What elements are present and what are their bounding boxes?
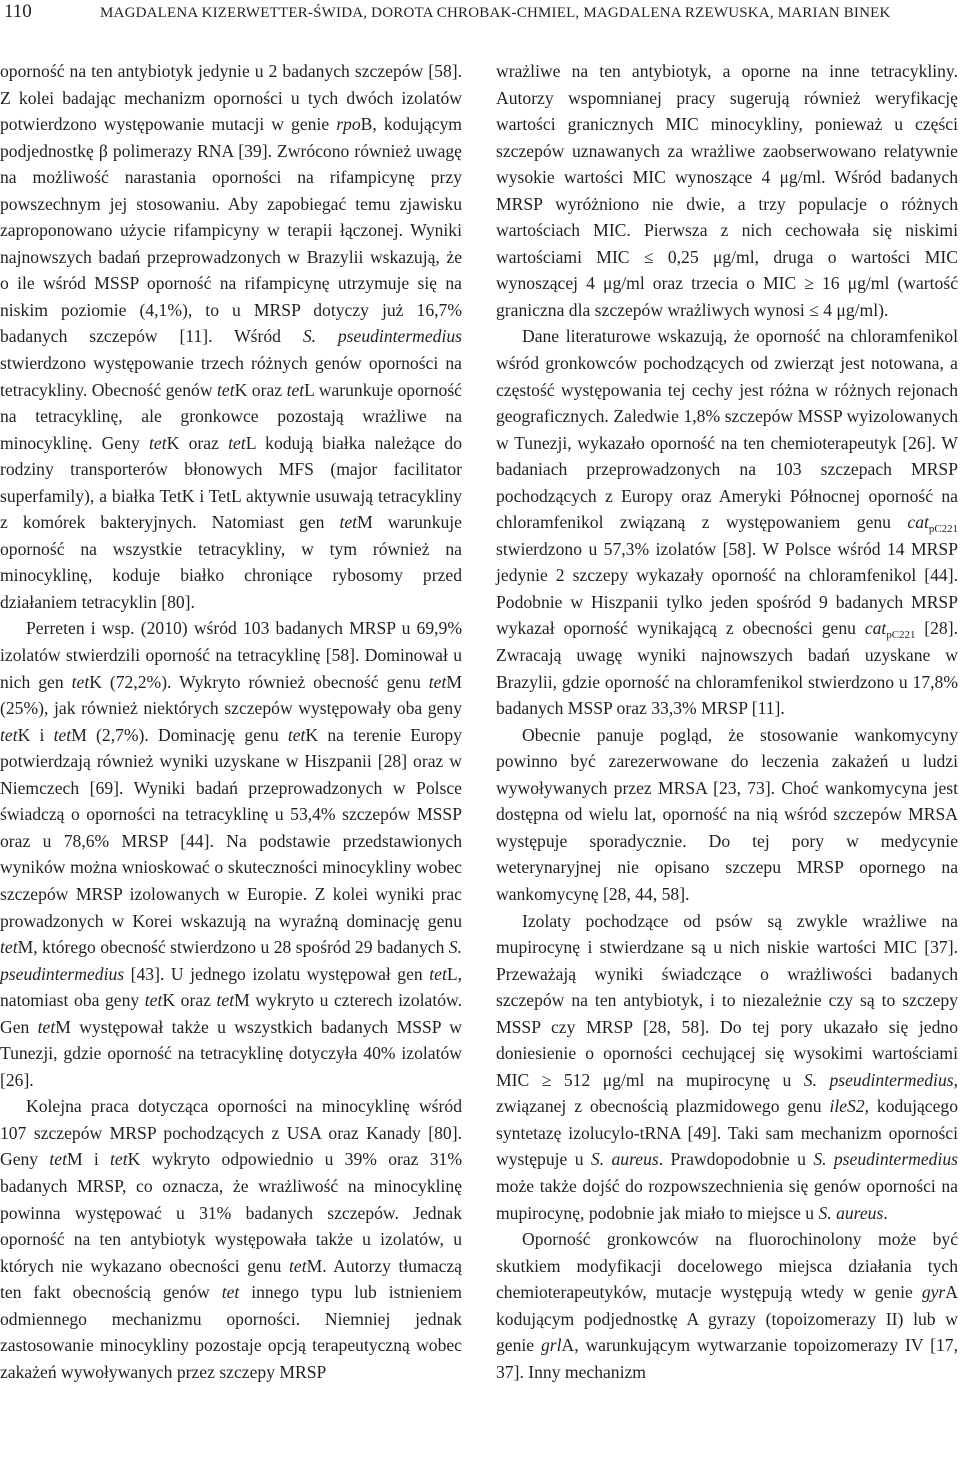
paragraph xyxy=(0,615,462,1093)
paragraph xyxy=(0,58,462,615)
text-run: wrażliwe na ten antybiotyk, a oporne na inne tetracykliny. Autorzy wspomnianej pracy sugerują również weryfikację wartości granicznych MIC minocykliny, ponieważ u części szczepów uznawanych za wrażliwe zaobserwowano relatywnie wysokie wartości MIC wynoszące 4 μg/ml. Wśród badanych MRSP wyróżniono nie dwie, a trzy populacje o różnych wartościach MIC. Pierwsza z nich cechowała się niskimi wartościami MIC ≤ 0,25 μg/ml, druga o wartości MIC wynoszącej 4 μg/ml oraz trzecia o MIC ≥ 16 μg/ml (wartość graniczna dla szczepów wrażliwych wynosi ≤ 4 μg/ml). xyxy=(496,61,958,320)
text-run: M i xyxy=(66,1149,111,1170)
italic-text: tet xyxy=(0,937,18,958)
italic-text: tet xyxy=(287,724,306,745)
italic-text: tet xyxy=(37,1016,56,1037)
italic-text: S. pseudintermedius xyxy=(302,326,463,347)
text-run: Oporność gronkowców na fluorochinolony może być skutkiem modyfikacji docelowego miejsca działania tych chemioterapeutyków, mutacje występują wtedy w genie xyxy=(496,1229,958,1303)
text-run: M występował także u wszystkich badanych MSSP w Tunezji, gdzie oporność na tetracyklinę dotyczyła 40% izolatów [26]. xyxy=(0,1016,462,1090)
paragraph xyxy=(0,1093,462,1385)
italic-text: tet xyxy=(221,1282,240,1303)
italic-text: S. aureus xyxy=(818,1202,884,1223)
text-run: [43]. U jednego izolatu występował gen xyxy=(124,963,430,984)
paragraph xyxy=(496,323,958,721)
italic-text: tet xyxy=(228,432,246,453)
italic-text: tet xyxy=(428,671,447,692)
text-run: , kodującego syntetazę izolucylo-tRNA [49]. Taki sam mechanizm oporności występuje u xyxy=(496,1096,958,1170)
italic-text: tet xyxy=(53,724,72,745)
text-run: innego typu lub istnieniem odmiennego mechanizmu oporności. Niemniej jednak zastosowanie minocykliny pozostaje opcją terapeutyczną wobec zakażeń wywoływanych przez szczepy MRSP xyxy=(0,1282,462,1382)
italic-text: tet xyxy=(217,379,235,400)
text-run: A, warunkującym wytwarzanie topoizomerazy IV [17, 37]. Inny mechanizm xyxy=(496,1335,958,1382)
italic-text: tet xyxy=(429,963,447,984)
text-run: M (2,7%). Dominację genu xyxy=(71,724,288,745)
text-run: . Prawdopodobnie u xyxy=(658,1149,814,1170)
text-run: stwierdzono występowanie trzech różnych genów oporności na tetracykliny. Obecność genów xyxy=(0,353,462,400)
text-run: może także dojść do rozpowszechnienia się genów oporności na mupirocynę, podobnie jak miało to miejsce u xyxy=(496,1175,958,1223)
text-run: K wykryto odpowiednio u 39% oraz 31% badanych MRSP, co oznacza, że wrażliwość na minocyklinę powinna występować u 31% badanych szczepów. Jednak oporność na ten antybiotyk występowała także u izolatów, u których nie wykazano obecności genu xyxy=(0,1149,462,1276)
text-column-left xyxy=(0,58,462,1385)
italic-text: S. pseudintermedius xyxy=(0,937,462,984)
paragraph xyxy=(496,908,958,1227)
italic-text: tet xyxy=(149,432,167,453)
italic-text: grl xyxy=(540,1335,562,1356)
italic-text: S. aureus xyxy=(590,1149,659,1170)
italic-text: tet xyxy=(216,990,235,1011)
paragraph xyxy=(496,58,958,323)
italic-text: tet xyxy=(286,379,305,400)
text-run: K oraz xyxy=(162,990,217,1011)
text-run: M wykryto u czterech izolatów. Gen xyxy=(0,990,462,1037)
text-run: Izolaty pochodzące od psów są zwykle wrażliwe na mupirocynę i stwierdzane są u nich niskie wartości MIC [37]. Przeważają wyniki świadczące o wrażliwości badanych szczepów na ten antybiotyk, i to niezależnie czy są to szczepy MSSP czy MRSP [28, 58]. Do tej pory ukazało się jedno doniesienie o oporności cechującej się wysokimi wartościami MIC ≥ 512 μg/ml na mupirocynę u xyxy=(496,910,958,1090)
text-run: B, kodującym podjednostkę β polimerazy RNA [39]. Zwrócono również uwagę na możliwość narastania oporności na rifampicynę przy powszechnym jej stosowaniu. Aby zapobiegać temu zjawisku zaproponowano użycie rifampicyny w terapii łączonej. Wyniki najnowszych badań przeprowadzonych w Brazylii wskazują, że o ile wśród MSSP oporność na rifampicynę utrzymuje się na niskim poziomie (4,1%), to u MRSP dotyczy już 16,7% badanych szczepów [11]. Wśród xyxy=(0,114,462,347)
italic-text: tet xyxy=(339,512,358,533)
page-header xyxy=(4,0,956,24)
text-run: Kolejna praca dotycząca oporności na minocyklinę wśród 107 szczepów MRSP pochodzących z USA oraz Kanady [80]. Geny xyxy=(0,1096,462,1170)
text-run: A kodującym podjednostkę A gyrazy (topoizomerazy II) lub w genie xyxy=(496,1282,958,1356)
text-run: L, natomiast oba geny xyxy=(0,963,462,1011)
paragraph xyxy=(496,722,958,908)
text-run: stwierdzono u 57,3% izolatów [58]. W Polsce wśród 14 MRSP jedynie 2 szczepy wykazały oporność na chloramfenikol [44]. Podobnie w Hiszpanii tylko jeden spośród 9 badanych MRSP wykazał oporność wynikającą z obecności genu xyxy=(496,538,958,639)
italic-text: ileS2 xyxy=(829,1096,865,1117)
text-run: , związanej z obecnością plazmidowego genu xyxy=(496,1069,958,1117)
text-run: L warunkuje oporność na tetracyklinę, ale gronkowce pozostają wrażliwe na minocyklinę. Geny xyxy=(0,379,462,453)
running-head-authors: MAGDALENA KIZERWETTER-ŚWIDA, DOROTA CHROBAK-CHMIEL, MAGDALENA RZEWUSKA, MARIAN BINEK xyxy=(100,5,891,21)
italic-text: S. pseudintermedius xyxy=(803,1069,954,1090)
paragraph xyxy=(496,1226,958,1385)
text-run: Perreten i wsp. (2010) wśród 103 badanych MRSP u 69,9% izolatów stwierdzili oporność na tetracyklinę [58]. Dominował u nich gen xyxy=(0,618,462,692)
italic-text: gyr xyxy=(921,1282,946,1303)
text-run: Dane literaturowe wskazują, że oporność na chloramfenikol wśród gronkowców pochodzących od zwierząt jest notowana, a częstość występowania tej cechy jest różna w różnych rejonach geograficznych. Zaledwie 1,8% szczepów MSSP wyizolowanych w Tunezji, wykazało oporność na ten chemioterapeutyk [26]. W badaniach przeprowadzonych na 103 szczepach MRSP pochodzących z Europy oraz Ameryki Północnej oporność na chloramfenikol związaną z występowaniem genu xyxy=(496,326,958,533)
text-run: K i xyxy=(17,724,54,745)
text-run: M. Autorzy tłumaczą ten fakt obecnością genów xyxy=(0,1255,462,1303)
text-run: K oraz xyxy=(234,379,287,400)
text-run: M, którego obecność stwierdzono u 28 spośród 29 badanych xyxy=(17,937,449,958)
text-column-right xyxy=(496,58,958,1385)
text-run: M warunkuje oporność na wszystkie tetracykliny, w tym również na minocyklinę, koduje białko chroniące rybosomy przed działaniem tetracyklin [80]. xyxy=(0,512,462,612)
text-run: K (72,2%). Wykryto również obecność genu xyxy=(89,671,429,692)
text-run: oporność na ten antybiotyk jedynie u 2 badanych szczepów [58]. Z kolei badając mechanizm oporności u tych dwóch izolatów potwierdzono występowanie mutacji w genie xyxy=(0,61,462,135)
italic-text: cat xyxy=(864,618,887,639)
text-run: L kodują białka należące do rodziny transporterów błonowych MFS (major facilitator superfamily), a białka TetK i TetL aktywnie usuwają tetracykliny z komórek bakteryjnych. Natomiast gen xyxy=(0,432,462,533)
italic-text: tet xyxy=(0,724,18,745)
text-run: K oraz xyxy=(166,432,229,453)
text-run: . xyxy=(883,1202,888,1223)
italic-text: tet xyxy=(49,1149,67,1170)
italic-text: tet xyxy=(289,1255,307,1276)
text-run: K na terenie Europy potwierdzają również wyniki uzyskane w Hiszpanii [28] oraz w Niemczech [69]. Wyniki badań przeprowadzonych w Polsce świadczą o oporności na tetracyklinę u 53,4% szczepów MSSP oraz u 78,6% MRSP [44]. Na podstawie przedstawionych wyników można wnioskować o skuteczności minocykliny wobec szczepów MRSP izolowanych w Europie. Z kolei wyniki prac prowadzonych w Korei wskazują na wyraźną dominację genu xyxy=(0,724,463,931)
italic-text: tet xyxy=(144,990,163,1011)
page-number: 110 xyxy=(4,1,32,22)
text-run: M (25%), jak również niektórych szczepów występowały oba geny xyxy=(0,671,462,719)
italic-text: cat xyxy=(907,512,929,533)
italic-text: tet xyxy=(71,671,90,692)
italic-text: rpo xyxy=(336,114,361,135)
text-run: [28]. Zwracają uwagę wyniki najnowszych badań uzyskane w Brazylii, gdzie oporność na chloramfenikol stwierdzono u 17,8% badanych MSSP oraz 33,3% MRSP [11]. xyxy=(496,618,958,719)
subscript-text: pC221 xyxy=(928,523,958,536)
subscript-text: pC221 xyxy=(886,629,916,642)
italic-text: S. pseudintermedius xyxy=(813,1149,959,1170)
italic-text: tet xyxy=(110,1149,128,1170)
text-run: Obecnie panuje pogląd, że stosowanie wankomycyny powinno być zarezerwowane do leczenia zakażeń u ludzi wywoływanych przez MRSA [23, 73]. Choć wankomycyna jest dostępna od wielu lat, oporność na nią wśród szczepów MRSA występuje sporadycznie. Do tej pory w medycynie weterynaryjnej nie opisano szczepu MRSP opornego na wankomycynę [28, 44, 58]. xyxy=(496,724,958,904)
